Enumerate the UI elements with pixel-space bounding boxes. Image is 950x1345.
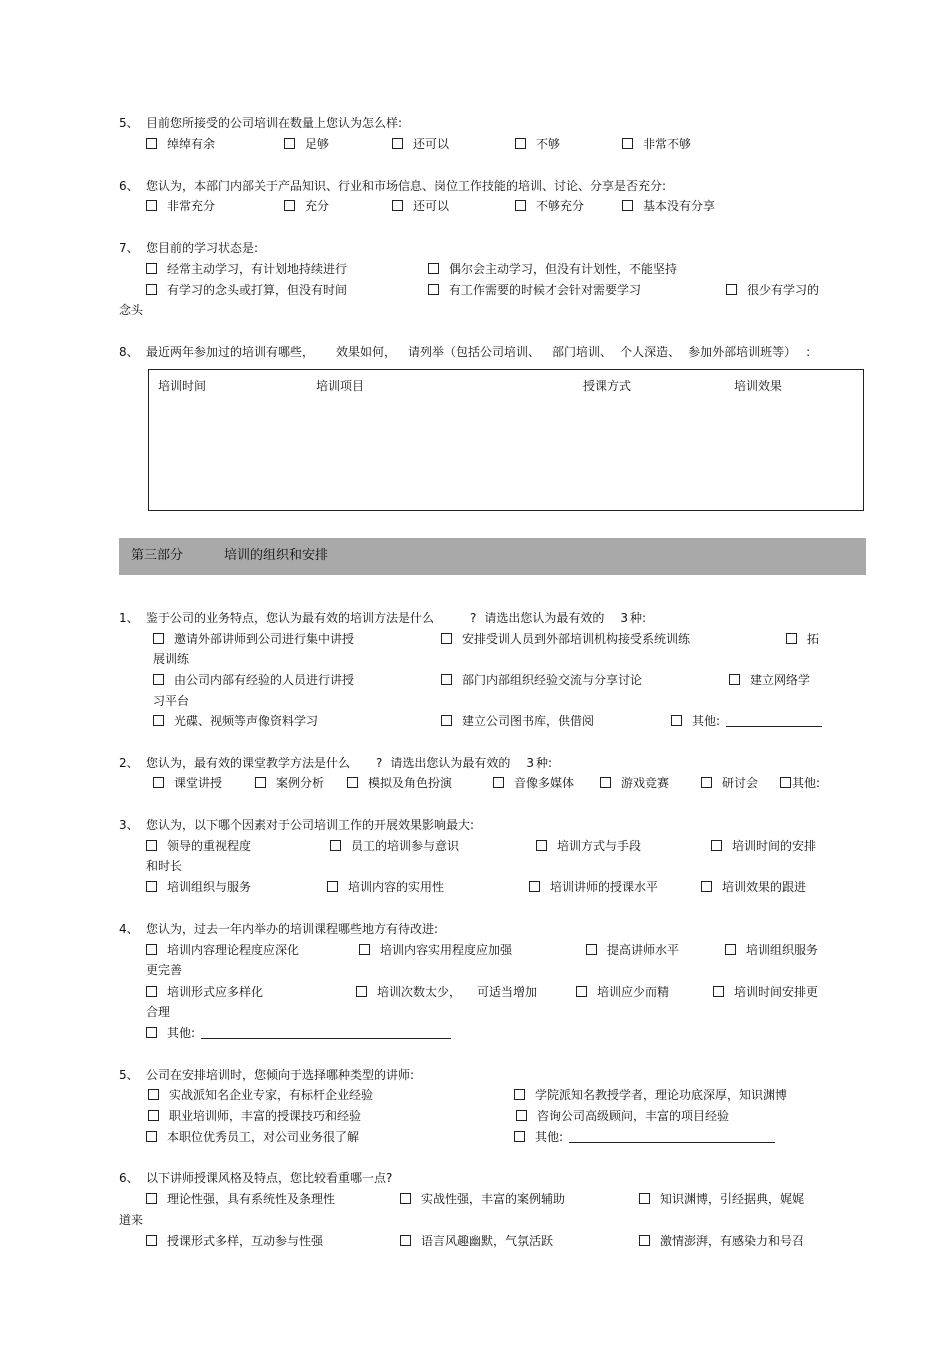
checkbox[interactable] [725, 944, 736, 955]
s6-option-3[interactable]: 知识渊博，引经据典，娓娓 [639, 1191, 804, 1207]
s6-option-6[interactable]: 激情澎湃，有感染力和号召 [639, 1233, 804, 1249]
s6-option-5[interactable]: 语言风趣幽默，气氛活跃 [400, 1233, 553, 1249]
s4-text: 您认为，过去一年内举办的培训课程哪些地方有待改进: [146, 922, 439, 936]
q6-option-2[interactable]: 充分 [284, 198, 329, 214]
s4-wrap-2: 合理 [146, 1005, 171, 1019]
s1-wrap-2: 习平台 [153, 694, 190, 708]
s4-option-3[interactable]: 提高讲师水平 [586, 942, 679, 958]
checkbox[interactable] [356, 986, 367, 997]
s5-option-3[interactable]: 职业培训师，丰富的授课技巧和经验 [148, 1108, 361, 1124]
checkbox[interactable] [639, 1235, 650, 1246]
s3-number: 3、 [119, 818, 139, 832]
s1-option-4[interactable]: 由公司内部有经验的人员进行讲授 [153, 672, 354, 688]
s1-option-8[interactable]: 建立公司图书库，供借阅 [441, 713, 594, 729]
checkbox[interactable] [146, 840, 157, 851]
s3-option-4[interactable]: 培训时间的安排 [711, 838, 816, 854]
s3-option-8[interactable]: 培训效果的跟进 [701, 879, 806, 895]
s2-option-5[interactable]: 游戏竞赛 [600, 775, 669, 791]
checkbox[interactable] [146, 1193, 157, 1204]
checkbox[interactable] [146, 881, 157, 892]
checkbox[interactable] [786, 633, 797, 644]
checkbox[interactable] [428, 284, 439, 295]
s6-wrap: 道来 [119, 1213, 144, 1227]
checkbox[interactable] [146, 986, 157, 997]
s6-option-2[interactable]: 实战性强，丰富的案例辅助 [400, 1191, 565, 1207]
q5-text: 目前您所接受的公司培训在数量上您认为怎么样: [146, 116, 403, 130]
q7-option-5[interactable]: 很少有学习的 [726, 282, 819, 298]
checkbox[interactable] [146, 1131, 157, 1142]
q8-number: 8、 [119, 345, 139, 359]
checkbox[interactable] [146, 944, 157, 955]
checkbox[interactable] [726, 284, 737, 295]
q5-option-3[interactable]: 还可以 [392, 136, 449, 152]
s4-option-1[interactable]: 培训内容理论程度应深化 [146, 942, 299, 958]
s1-number: 1、 [119, 611, 139, 625]
s5-number: 5、 [119, 1068, 139, 1082]
checkbox[interactable] [514, 1131, 525, 1142]
checkbox[interactable] [639, 1193, 650, 1204]
checkbox[interactable] [622, 200, 633, 211]
s2-option-other[interactable]: 其他: [780, 775, 820, 791]
other-input-line[interactable] [201, 1026, 451, 1039]
q6-option-5[interactable]: 基本没有分享 [622, 198, 715, 214]
checkbox[interactable] [392, 200, 403, 211]
s3-option-5[interactable]: 培训组织与服务 [146, 879, 251, 895]
checkbox[interactable] [146, 263, 157, 274]
q5-option-1[interactable]: 绰绰有余 [146, 136, 215, 152]
s1-option-2[interactable]: 安排受训人员到外部培训机构接受系统训练 [441, 631, 690, 647]
checkbox[interactable] [441, 633, 452, 644]
checkbox[interactable] [400, 1235, 411, 1246]
q6-option-4[interactable]: 不够充分 [515, 198, 584, 214]
checkbox[interactable] [153, 674, 164, 685]
q7-option-3[interactable]: 有学习的念头或打算，但没有时间 [146, 282, 347, 298]
s6-text: 以下讲师授课风格及特点，您比较看重哪一点? [146, 1171, 393, 1185]
s2-option-2[interactable]: 案例分析 [255, 775, 324, 791]
s2-option-4[interactable]: 音像多媒体 [493, 775, 574, 791]
s5-option-5[interactable]: 本职位优秀员工，对公司业务很了解 [146, 1129, 359, 1145]
q6-option-3[interactable]: 还可以 [392, 198, 449, 214]
checkbox[interactable] [701, 881, 712, 892]
checkbox[interactable] [729, 674, 740, 685]
q5-option-5[interactable]: 非常不够 [622, 136, 691, 152]
checkbox[interactable] [515, 200, 526, 211]
table-header-time: 培训时间 [158, 379, 207, 393]
q6-number: 6、 [119, 179, 139, 193]
other-input-line[interactable] [726, 714, 822, 727]
s5-option-2[interactable]: 学院派知名教授学者，理论功底深厚，知识渊博 [514, 1087, 787, 1103]
checkbox[interactable] [671, 715, 682, 726]
q7-option-1[interactable]: 经常主动学习，有计划地持续进行 [146, 261, 347, 277]
section3-title: 培训的组织和安排 [224, 548, 329, 563]
s4-option-2[interactable]: 培训内容实用程度应加强 [359, 942, 512, 958]
checkbox[interactable] [359, 944, 370, 955]
s4-option-8[interactable]: 培训时间安排更 [713, 984, 818, 1000]
s1-option-3[interactable]: 拓 [786, 631, 819, 647]
s4-option-other[interactable]: 其他: [146, 1025, 451, 1041]
checkbox[interactable] [713, 986, 724, 997]
checkbox[interactable] [146, 1235, 157, 1246]
s2-number: 2、 [119, 756, 139, 770]
checkbox[interactable] [622, 138, 633, 149]
s1-option-1[interactable]: 邀请外部讲师到公司进行集中讲授 [153, 631, 354, 647]
checkbox[interactable] [347, 777, 358, 788]
s2-option-6[interactable]: 研讨会 [701, 775, 758, 791]
other-input-line[interactable] [569, 1130, 775, 1143]
checkbox[interactable] [284, 138, 295, 149]
section3-header [119, 538, 866, 575]
checkbox[interactable] [146, 138, 157, 149]
table-header-project: 培训项目 [316, 379, 365, 393]
s3-option-1[interactable]: 领导的重视程度 [146, 838, 251, 854]
s5-option-4[interactable]: 咨询公司高级顾问，丰富的项目经验 [516, 1108, 729, 1124]
checkbox[interactable] [148, 1110, 159, 1121]
q7-number: 7、 [119, 241, 139, 255]
checkbox[interactable] [148, 1089, 159, 1100]
checkbox[interactable] [327, 881, 338, 892]
checkbox[interactable] [576, 986, 587, 997]
s6-option-1[interactable]: 理论性强，具有系统性及条理性 [146, 1191, 335, 1207]
q5-number: 5、 [119, 116, 139, 130]
checkbox[interactable] [441, 715, 452, 726]
s3-text: 您认为，以下哪个因素对于公司培训工作的开展效果影响最大: [146, 818, 475, 832]
s2-option-1[interactable]: 课堂讲授 [153, 775, 222, 791]
q5-option-4[interactable]: 不够 [515, 136, 560, 152]
s4-wrap-1: 更完善 [146, 963, 183, 977]
checkbox[interactable] [400, 1193, 411, 1204]
table-header-effect: 培训效果 [734, 379, 783, 393]
checkbox[interactable] [428, 263, 439, 274]
s4-option-5[interactable]: 培训形式应多样化 [146, 984, 263, 1000]
checkbox[interactable] [493, 777, 504, 788]
checkbox[interactable] [284, 200, 295, 211]
s3-wrap: 和时长 [146, 859, 183, 873]
s4-option-4[interactable]: 培训组织服务 [725, 942, 818, 958]
s3-option-6[interactable]: 培训内容的实用性 [327, 879, 444, 895]
s4-option-7[interactable]: 培训应少而精 [576, 984, 669, 1000]
checkbox[interactable] [146, 200, 157, 211]
q7-option-2[interactable]: 偶尔会主动学习，但没有计划性，不能坚持 [428, 261, 677, 277]
checkbox[interactable] [153, 633, 164, 644]
checkbox[interactable] [153, 715, 164, 726]
checkbox[interactable] [146, 1027, 157, 1038]
s1-text: 鉴于公司的业务特点，您认为最有效的培训方法是什么 ? 请选出您认为最有效的 3 种: [146, 611, 647, 625]
s1-option-6[interactable]: 建立网络学 [729, 672, 810, 688]
checkbox[interactable] [780, 777, 791, 788]
checkbox[interactable] [516, 1110, 527, 1121]
checkbox[interactable] [153, 777, 164, 788]
checkbox[interactable] [441, 674, 452, 685]
checkbox[interactable] [529, 881, 540, 892]
checkbox[interactable] [514, 1089, 525, 1100]
s4-number: 4、 [119, 922, 139, 936]
checkbox[interactable] [701, 777, 712, 788]
table-header-method: 授课方式 [583, 379, 632, 393]
q5-option-2[interactable]: 足够 [284, 136, 329, 152]
q6-text: 您认为，本部门内部关于产品知识、行业和市场信息、岗位工作技能的培训、讨论、分享是否充分: [146, 179, 667, 193]
s4-option-6[interactable]: 培训次数太少， 可适当增加 [356, 984, 537, 1000]
s6-option-4[interactable]: 授课形式多样，互动参与性强 [146, 1233, 323, 1249]
s1-option-other[interactable]: 其他: [671, 713, 822, 729]
checkbox[interactable] [146, 284, 157, 295]
s2-option-3[interactable]: 模拟及角色扮演 [347, 775, 452, 791]
s1-option-5[interactable]: 部门内部组织经验交流与分享讨论 [441, 672, 642, 688]
s1-wrap-1: 展训练 [153, 652, 190, 666]
s2-text: 您认为，最有效的课堂教学方法是什么 ? 请选出您认为最有效的 3 种: [146, 756, 553, 770]
s3-option-7[interactable]: 培训讲师的授课水平 [529, 879, 658, 895]
section3-label: 第三部分 [131, 548, 184, 563]
s5-option-other[interactable]: 其他: [514, 1129, 775, 1145]
checkbox[interactable] [330, 840, 341, 851]
checkbox[interactable] [586, 944, 597, 955]
s5-text: 公司在安排培训时，您倾向于选择哪种类型的讲师: [146, 1068, 415, 1082]
q8-text: 最近两年参加过的培训有哪些， 效果如何， 请列举（包括公司培训、 部门培训、 个人深造、 参加外部培训班等） : [146, 345, 811, 359]
q7-text: 您目前的学习状态是: [146, 241, 259, 255]
checkbox[interactable] [600, 777, 611, 788]
checkbox[interactable] [536, 840, 547, 851]
s3-option-3[interactable]: 培训方式与手段 [536, 838, 641, 854]
s6-number: 6、 [119, 1171, 139, 1185]
q6-option-1[interactable]: 非常充分 [146, 198, 215, 214]
s5-option-1[interactable]: 实战派知名企业专家，有标杆企业经验 [148, 1087, 373, 1103]
s1-option-7[interactable]: 光碟、视频等声像资料学习 [153, 713, 318, 729]
checkbox[interactable] [392, 138, 403, 149]
checkbox[interactable] [711, 840, 722, 851]
checkbox[interactable] [515, 138, 526, 149]
q7-wrap-text: 念头 [119, 303, 144, 317]
s3-option-2[interactable]: 员工的培训参与意识 [330, 838, 459, 854]
q7-option-4[interactable]: 有工作需要的时候才会针对需要学习 [428, 282, 641, 298]
checkbox[interactable] [255, 777, 266, 788]
